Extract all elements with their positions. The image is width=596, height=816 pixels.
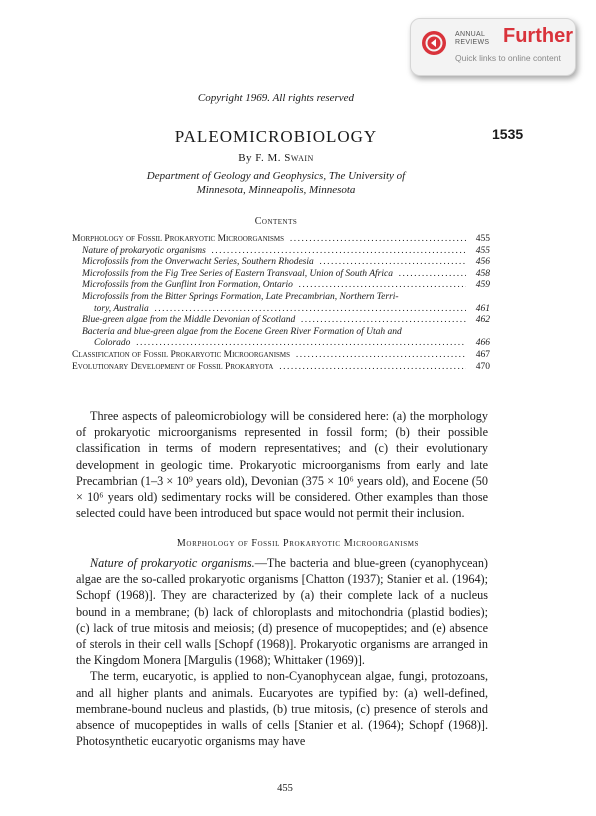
toc-entry <box>72 338 490 350</box>
page-mark: 1535 <box>492 126 524 142</box>
toc-entry <box>72 246 490 258</box>
affiliation-line-2: Minnesota, Minneapolis, Minnesota <box>196 184 356 196</box>
toc-entry <box>72 362 490 374</box>
copyright-line: Copyright 1969. All rights reserved <box>197 92 355 104</box>
toc-entry-label: Microfossils from the Bitter Springs Formation, Late Precambrian, Northern Terri- <box>82 291 399 302</box>
toc-entry-label: Microfossils from the Onverwacht Series, Southern Rhodesia <box>82 257 314 268</box>
toc-entry-label: tory, Australia <box>94 303 149 314</box>
toc-entry <box>72 327 490 339</box>
publisher-name: ANNUAL REVIEWS <box>455 31 490 46</box>
table-of-contents <box>72 234 490 373</box>
paragraph-nature <box>76 555 488 668</box>
banner-tagline: Quick links to online content <box>455 53 561 63</box>
toc-entry-label: Evolutionary Development of Fossil Prokaryota <box>72 361 274 372</box>
affiliation-line-1: Department of Geology and Geophysics, The University of <box>146 170 406 182</box>
paragraph-eucaryotic: The term, eucaryotic, is applied to non-Cyanophycean algae, fungi, protozoans, and all higher plants and animals. Eucaryotes are typified by: (a) well-defined, membrane-bound nucleus and plastids, (b) true mitosis, (c) presence of sterols and absence of mucopeptides in walls of cells [Stanier et al. (1964); Schopf (1968)]. Photosynthetic eucaryotic organisms may have <box>76 669 488 749</box>
toc-entry <box>72 292 490 304</box>
toc-entry-page: 467 <box>466 350 490 362</box>
play-icon <box>421 30 447 56</box>
author-line <box>0 152 552 164</box>
banner-brand: Further <box>503 25 573 47</box>
toc-entry-page: 470 <box>466 362 490 374</box>
toc-entry-label: Morphology of Fossil Prokaryotic Microorganisms <box>72 234 284 244</box>
toc-entry <box>72 269 490 281</box>
toc-entry-label: Microfossils from the Fig Tree Series of Eastern Transvaal, Union of South Africa <box>82 268 393 279</box>
toc-entry-label: Bacteria and blue-green algae from the Eocene Green River Formation of Utah and <box>82 326 402 337</box>
toc-entry-page: 456 <box>466 257 490 269</box>
toc-entry <box>72 257 490 269</box>
toc-entry-page: 458 <box>466 269 490 281</box>
intro-paragraph-block <box>76 408 488 521</box>
toc-entry-label: Colorado <box>94 338 131 349</box>
annual-reviews-further-banner[interactable] <box>410 18 576 76</box>
toc-entry-page: 459 <box>466 280 490 292</box>
paragraph-lead: Nature of prokaryotic organisms. <box>90 556 255 570</box>
toc-entry-label: Microfossils from the Gunflint Iron Formation, Ontario <box>82 280 293 291</box>
toc-entry-page: 455 <box>466 246 490 258</box>
contents-heading: Contents <box>254 216 298 227</box>
page-number: 455 <box>277 783 293 794</box>
toc-entry <box>72 234 490 246</box>
toc-entry <box>72 350 490 362</box>
toc-entry-page: 461 <box>466 304 490 316</box>
toc-entry-page: 462 <box>466 315 490 327</box>
intro-paragraph: Three aspects of paleomicrobiology will be considered here: (a) the morphology of prokaryotic microorganisms represented in fossil form; (b) their possible classification in terms of modern representatives; and (c) their evolutionary development in geologic time. Prokaryotic microorganisms from early and late Precambrian (1–3 × 10⁹ years old), Devonian (375 × 10⁶ years old), and Eocene (50 × 10⁶ years old) sedimentary rocks will be considered. Other examples than those selected could have been introduced but space would not permit their inclusion. <box>76 409 488 521</box>
toc-entry-page: 455 <box>466 234 490 246</box>
toc-entry-label: Blue-green algae from the Middle Devonian of Scotland <box>82 315 296 326</box>
toc-entry-label: Nature of prokaryotic organisms <box>82 245 206 256</box>
section-body <box>76 555 488 749</box>
toc-entry-page: 466 <box>466 338 490 350</box>
author-name: F. M. Swain <box>255 152 314 164</box>
toc-entry <box>72 315 490 327</box>
section-heading: Morphology of Fossil Prokaryotic Microorganisms <box>176 538 420 549</box>
toc-entry <box>72 304 490 316</box>
toc-entry <box>72 280 490 292</box>
article-title: PALEOMICROBIOLOGY <box>174 127 378 146</box>
toc-entry-label: Classification of Fossil Prokaryotic Microorganisms <box>72 349 291 360</box>
author-prefix: By <box>238 152 253 164</box>
paragraph-text: —The bacteria and blue-green (cyanophycean) algae are the so-called prokaryotic organisms [Chatton (1937); Stanier et al. (1964); Schopf (1968)]. They are characterized by (a) their complete lack of a nucleus bound in a membrane; (b) lack of chloroplasts and mitochondria (plastid bodies); (c) lack of true mitosis and meiosis; (d) presence of mucopeptides; and (e) absence of sterols in their cell walls [Schopf (1968)]. Prokaryotic organisms are arranged in the Kingdom Monera [Margulis (1968); Whittaker (1969)]. <box>76 556 488 668</box>
